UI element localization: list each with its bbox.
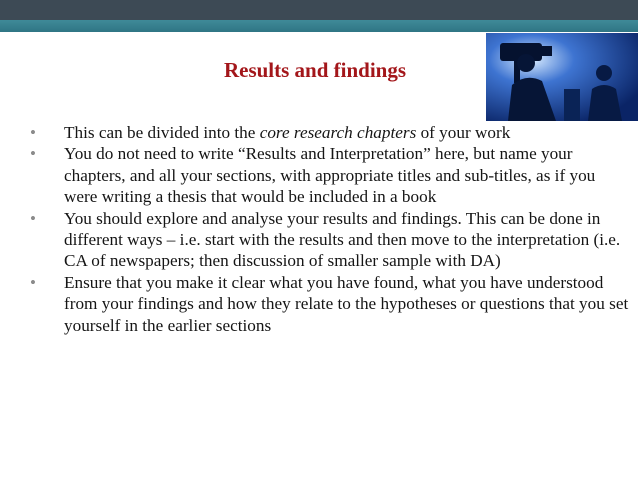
bullet-icon: • <box>30 208 36 228</box>
camera-operator-photo <box>486 33 638 121</box>
top-banner-dark <box>0 0 638 20</box>
bullet-text-italic: core research chapters <box>259 123 417 142</box>
bullet-item <box>30 208 630 272</box>
bullet-item <box>30 272 630 336</box>
camera-operator-silhouette-icon <box>486 33 638 121</box>
bullet-text: of your work <box>416 123 511 142</box>
bullet-item <box>30 122 630 143</box>
bullet-text: You should explore and analyse your results and findings. This can be done in different ways – i.e. start with the results and then move to the interpretation (i.e. CA of newspapers; then discussion of smaller sample with DA) <box>64 208 621 271</box>
top-banner-teal <box>0 20 638 32</box>
bullet-icon: • <box>30 272 36 292</box>
bullet-text: Ensure that you make it clear what you have found, what you have understood from your findings and how they relate to the hypotheses or questions that you set yourself in the earlier sections <box>64 272 629 335</box>
bullet-icon: • <box>30 144 36 164</box>
bullet-text: You do not need to write “Results and Interpretation” here, but name your chapters, and all your sections, with appropriate titles and sub-titles, as if you were writing a thesis that would be included in a book <box>64 144 596 207</box>
bullet-text: This can be divided into the <box>64 123 260 142</box>
bullet-item <box>30 143 630 207</box>
bullet-icon: • <box>30 123 36 142</box>
bullet-list <box>30 122 630 336</box>
slide-title: Results and findings <box>223 58 407 82</box>
